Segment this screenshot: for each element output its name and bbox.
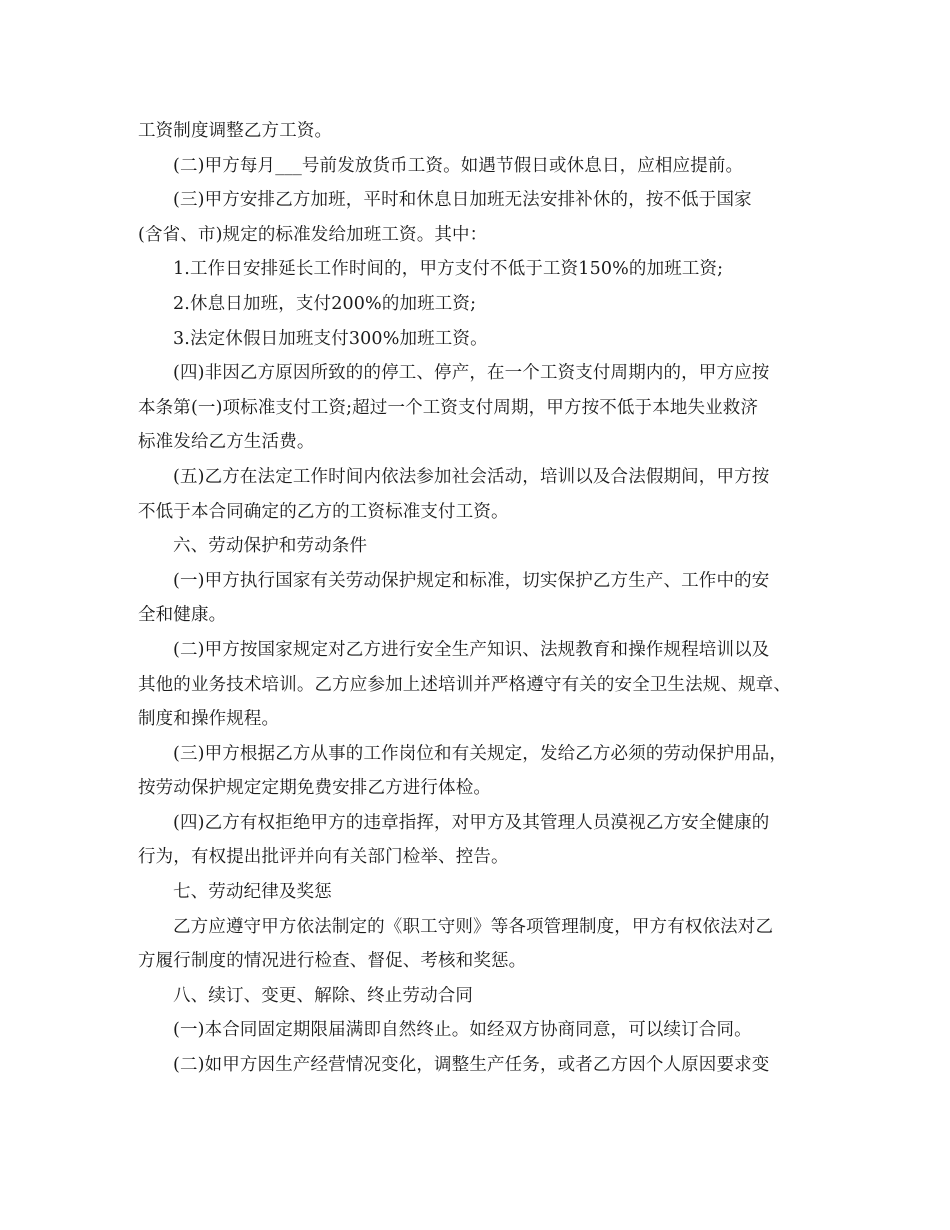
text-line: 按劳动保护规定定期免费安排乙方进行体检。 xyxy=(138,778,491,799)
text-line: 其他的业务技术培训。乙方应参加上述培训并严格遵守有关的安全卫生法规、规章、 xyxy=(138,674,792,695)
text-line: 七、劳动纪律及奖惩 xyxy=(173,882,332,903)
document-body xyxy=(138,114,818,1083)
text-line: 行为，有权提出批评并向有关部门检举、控告。 xyxy=(138,847,509,868)
text-line: 乙方应遵守甲方依法制定的《职工守则》等各项管理制度，甲方有权依法对乙 xyxy=(173,916,774,937)
text-line: (二)甲方每月___号前发放货币工资。如遇节假日或休息日，应相应提前。 xyxy=(173,155,744,176)
text-line: (含省、市)规定的标准发给加班工资。其中： xyxy=(138,224,488,245)
text-line: 制度和操作规程。 xyxy=(138,709,280,730)
text-line: 六、劳动保护和劳动条件 xyxy=(173,536,368,557)
text-line: 全和健康。 xyxy=(138,605,227,626)
text-line: 本条第(一)项标准支付工资;超过一个工资支付周期，甲方按不低于本地失业救济 xyxy=(138,397,759,418)
text-line: (二)如甲方因生产经营情况变化，调整生产任务，或者乙方因个人原因要求变 xyxy=(173,1055,770,1076)
text-line: (四)非因乙方原因所致的的停工、停产，在一个工资支付周期内的，甲方应按 xyxy=(173,363,770,384)
text-line: 3.法定休假日加班支付300%加班工资。 xyxy=(173,328,488,349)
text-line: 不低于本合同确定的乙方的工资标准支付工资。 xyxy=(138,501,509,522)
text-line: 工资制度调整乙方工资。 xyxy=(138,121,333,141)
text-line: (三)甲方根据乙方从事的工作岗位和有关规定，发给乙方必须的劳动保护用品， xyxy=(173,743,788,764)
text-line: (二)甲方按国家规定对乙方进行安全生产知识、法规教育和操作规程培训以及 xyxy=(173,639,770,660)
text-line: (一)甲方执行国家有关劳动保护规定和标准，切实保护乙方生产、工作中的安 xyxy=(173,570,770,591)
text-line: (四)乙方有权拒绝甲方的违章指挥，对甲方及其管理人员漠视乙方安全健康的 xyxy=(173,812,770,833)
text-line: 标准发给乙方生活费。 xyxy=(138,432,315,453)
text-line: 八、续订、变更、解除、终止劳动合同 xyxy=(173,985,474,1006)
text-line: 方履行制度的情况进行检查、督促、考核和奖惩。 xyxy=(138,951,527,972)
text-line: (一)本合同固定期限届满即自然终止。如经双方协商同意，可以续订合同。 xyxy=(173,1020,752,1041)
text-line: 2.休息日加班，支付200%的加班工资; xyxy=(173,293,477,314)
text-line: 1.工作日安排延长工作时间的，甲方支付不低于工资150%的加班工资; xyxy=(173,259,724,280)
text-line: (三)甲方安排乙方加班，平时和休息日加班无法安排补休的，按不低于国家 xyxy=(173,190,752,211)
text-line: (五)乙方在法定工作时间内依法参加社会活动，培训以及合法假期间，甲方按 xyxy=(173,466,770,487)
